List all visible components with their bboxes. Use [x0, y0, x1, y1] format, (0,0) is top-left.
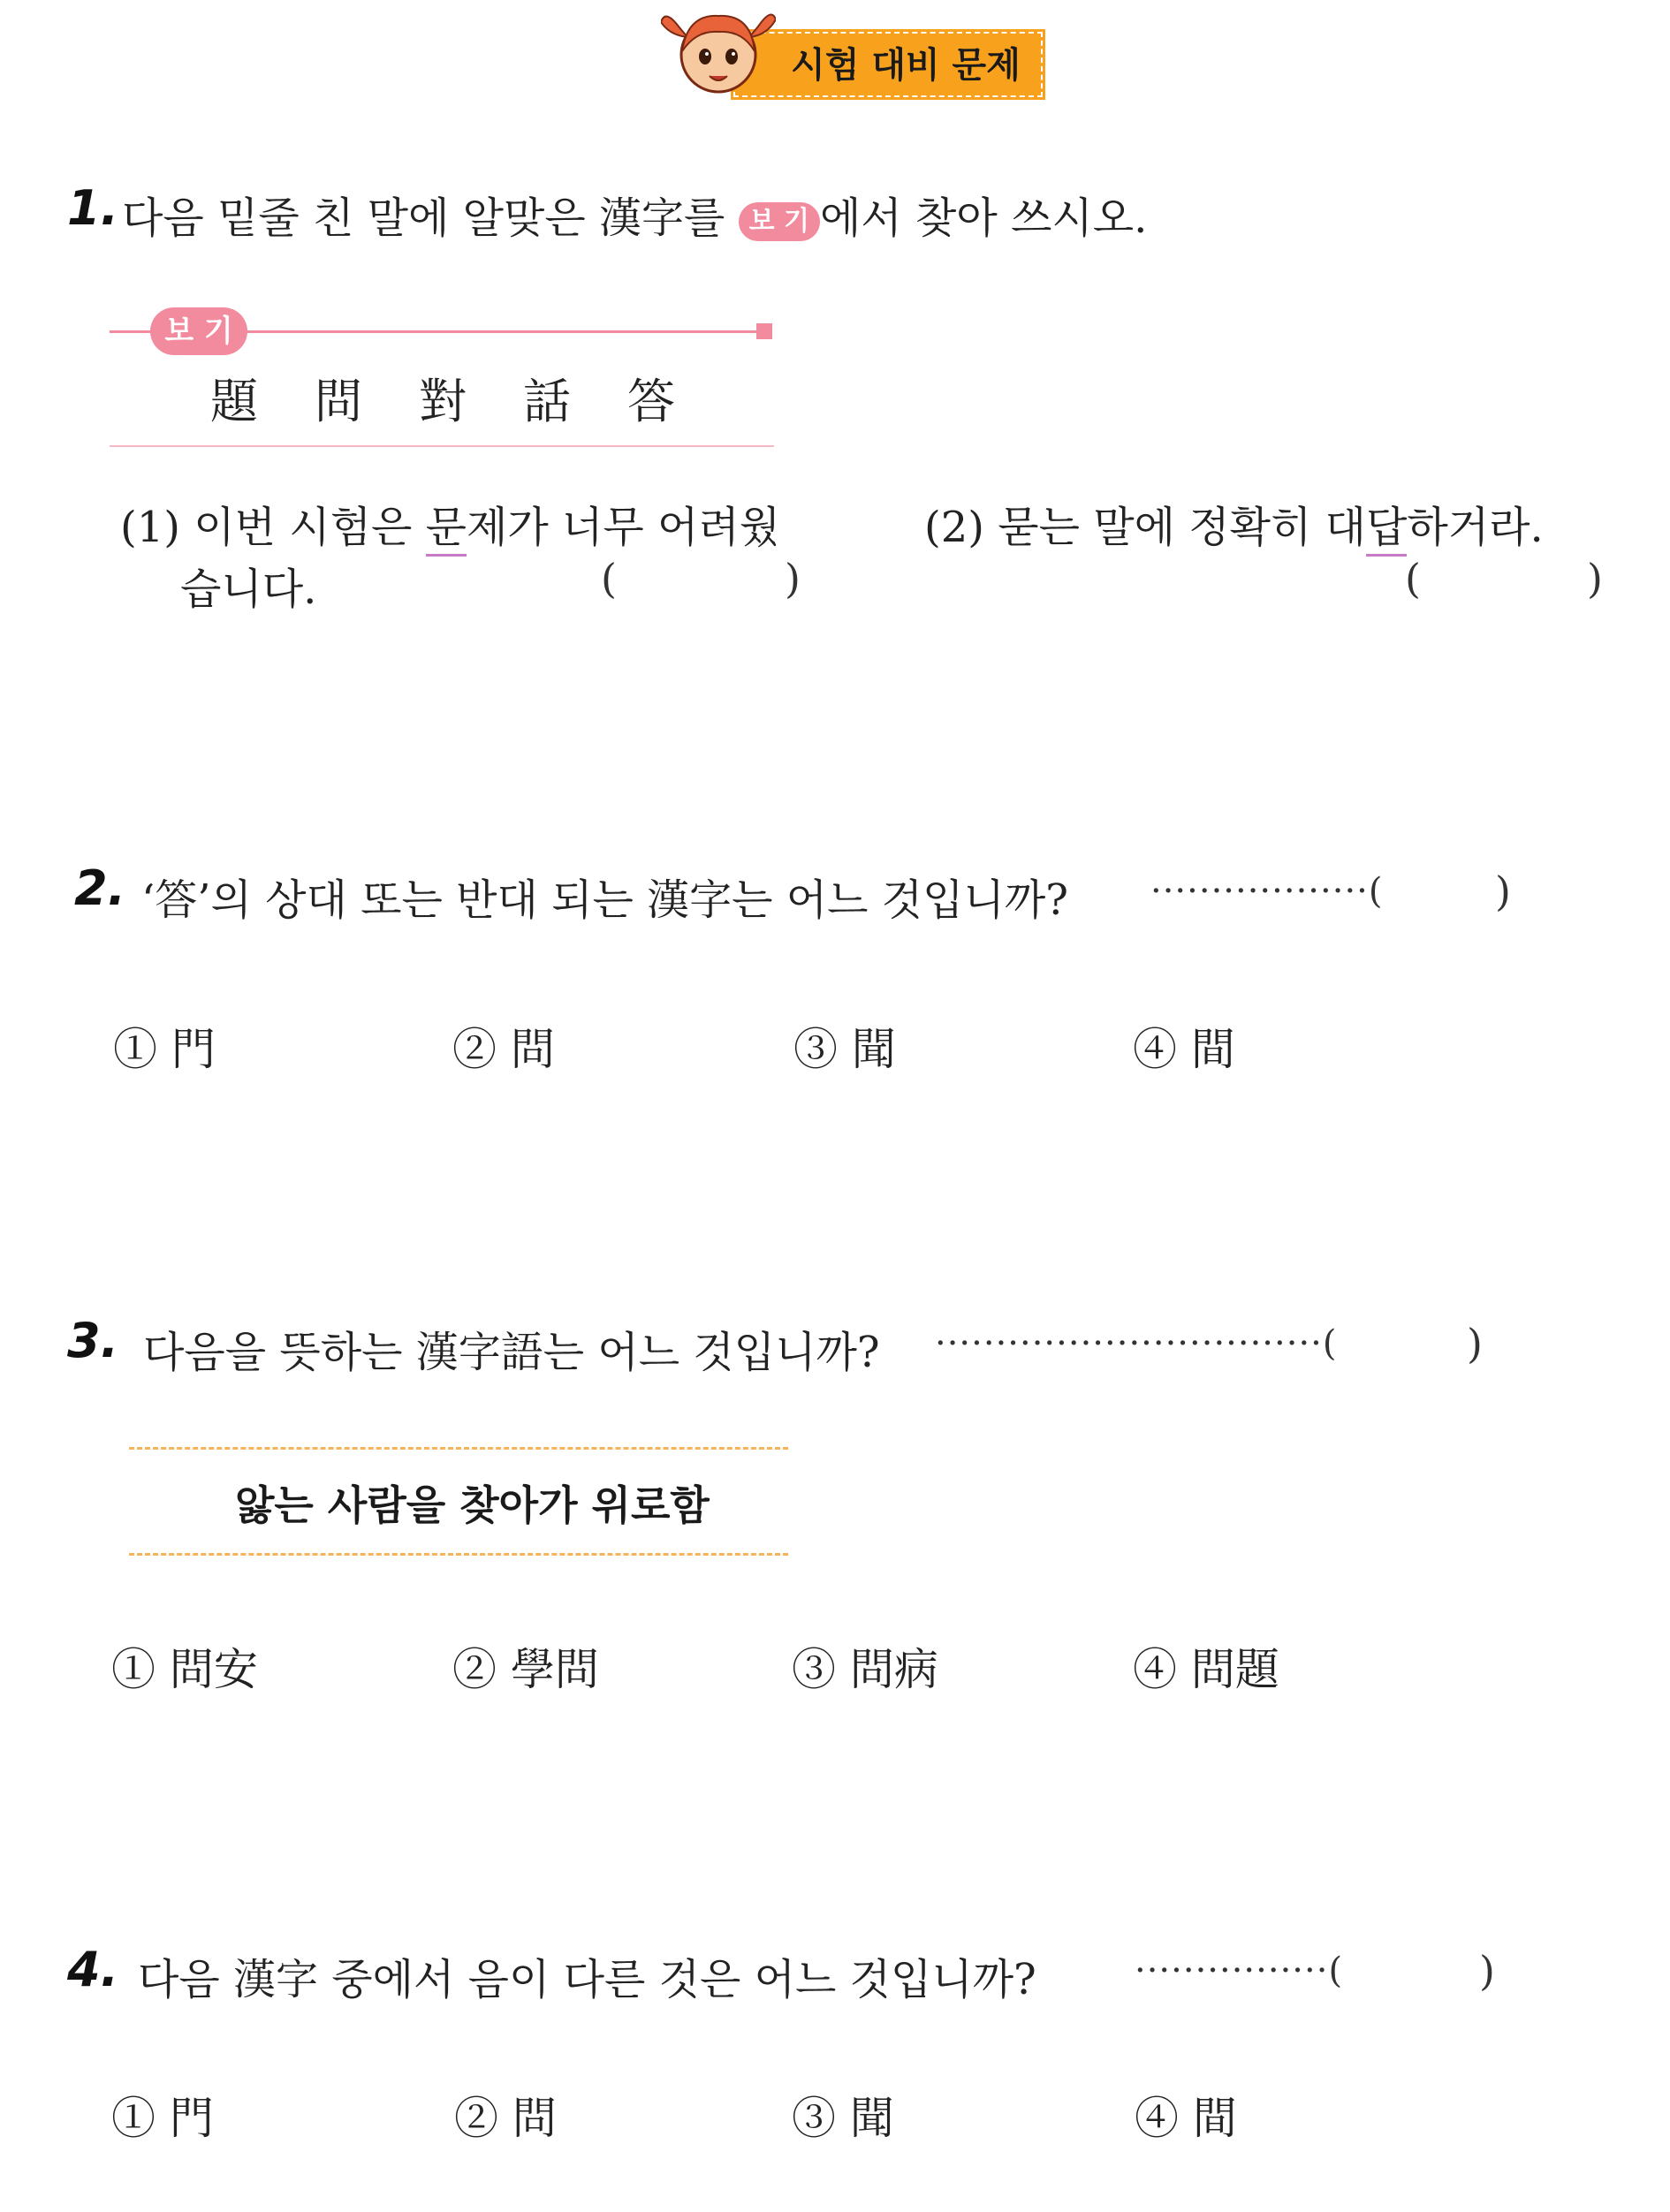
option-3[interactable]: ③ 聞	[793, 1024, 896, 1075]
question-2-text: ‘答’의 상대 또는 반대 되는 漢字는 어느 것입니까?	[141, 875, 1068, 925]
item-text: 이번 시험은	[194, 503, 426, 552]
bogi-option: 問	[315, 374, 362, 429]
answer-paren-open: (	[601, 555, 617, 602]
answer-blank-1-2[interactable]	[1424, 557, 1580, 606]
answer-paren-close: )	[1479, 1947, 1495, 1995]
item-text: 묻는 말에 정확히 대	[998, 503, 1366, 552]
answer-paren-close: )	[1467, 1320, 1483, 1367]
answer-paren-close: )	[785, 555, 801, 602]
bogi-option: 話	[523, 374, 571, 429]
answer-blank-2[interactable]	[1423, 869, 1493, 919]
bogi-option: 答	[627, 374, 675, 429]
option-4[interactable]: ④ 問題	[1133, 1644, 1279, 1695]
question-1-prompt-end: 에서 찾아 쓰시오.	[820, 193, 1148, 243]
question-1-prompt: 다음 밑줄 친 말에 알맞은 漢字를	[122, 193, 725, 243]
option-1[interactable]: ① 問安	[111, 1644, 258, 1695]
question-3-text: 다음을 뜻하는 漢字語는 어느 것입니까?	[143, 1328, 880, 1377]
option-3[interactable]: ③ 問病	[792, 1644, 938, 1695]
option-1[interactable]: ① 門	[113, 1024, 216, 1075]
leader-dots: ································(	[935, 1323, 1338, 1364]
item-text: 제가 너무 어려웠	[467, 503, 781, 552]
question-4-number: 4.	[67, 1942, 119, 1997]
question-1-number: 1.	[67, 180, 119, 236]
option-3[interactable]: ③ 聞	[792, 2093, 894, 2144]
option-2[interactable]: ② 學問	[452, 1644, 599, 1695]
answer-paren-close: )	[1587, 555, 1603, 602]
question-1-text	[122, 184, 1147, 245]
definition-bottom-rule	[129, 1553, 788, 1556]
leader-dots: ················(	[1135, 1951, 1344, 1991]
question-2-number: 2.	[74, 860, 126, 916]
item-number: (2)	[924, 503, 984, 552]
option-4[interactable]: ④ 間	[1133, 1024, 1235, 1075]
option-1[interactable]: ① 門	[111, 2093, 214, 2144]
option-4[interactable]: ④ 間	[1135, 2093, 1237, 2144]
question-1-item-1	[120, 493, 780, 554]
page-title: 시험 대비 문제	[791, 45, 1021, 86]
option-2[interactable]: ② 問	[452, 1024, 555, 1075]
bogi-pill-inline: 보 기	[739, 202, 820, 241]
question-1-item-2	[924, 493, 1544, 554]
bogi-label: 보 기	[150, 307, 247, 355]
item-text: 하거라.	[1407, 503, 1544, 552]
answer-blank-1-1[interactable]	[619, 557, 778, 606]
girl-mascot-icon	[661, 0, 776, 104]
item-number: (1)	[120, 503, 180, 552]
question-4-text: 다음 漢字 중에서 음이 다른 것은 어느 것입니까?	[138, 1955, 1036, 2004]
question-1-item-1-line2: 습니다.	[180, 564, 317, 614]
question-3-number: 3.	[67, 1313, 119, 1368]
answer-paren-close: )	[1495, 867, 1511, 915]
bogi-rule-end	[756, 323, 772, 339]
option-2[interactable]: ② 問	[454, 2093, 557, 2144]
answer-blank-4[interactable]	[1405, 1949, 1476, 1998]
answer-blank-3[interactable]	[1394, 1322, 1465, 1371]
bogi-option: 對	[419, 374, 467, 429]
answer-paren-open: (	[1405, 555, 1421, 602]
bogi-option: 題	[210, 374, 258, 429]
definition-text: 앓는 사람을 찾아가 위로함	[235, 1481, 710, 1529]
bogi-bottom-rule	[110, 445, 774, 447]
underlined-word: 문	[426, 503, 467, 557]
underlined-word: 답	[1366, 503, 1407, 557]
definition-top-rule	[129, 1447, 788, 1450]
leader-dots: ··················(	[1150, 871, 1384, 912]
